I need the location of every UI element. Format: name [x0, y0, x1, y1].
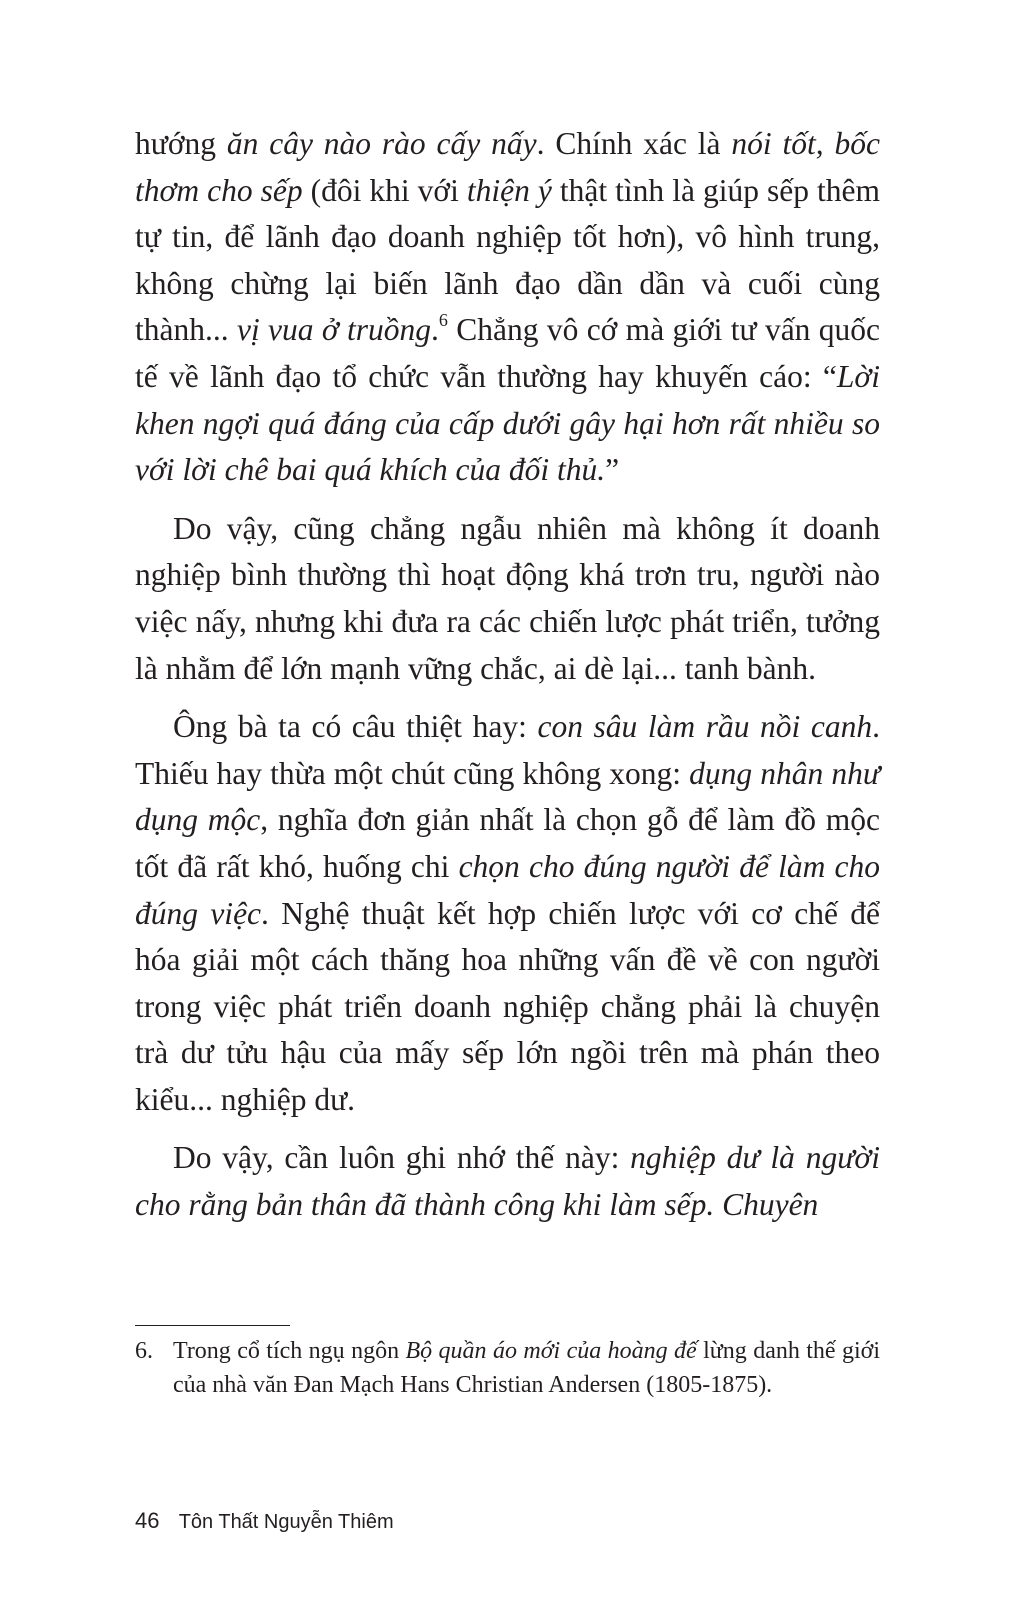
text-run: (đôi khi với	[302, 172, 467, 208]
paragraph	[135, 704, 880, 1123]
text-run: Trong cổ tích ngụ ngôn	[173, 1338, 406, 1364]
paragraph	[135, 506, 880, 692]
italic-text: ăn cây nào rào cấy nấy	[226, 126, 537, 161]
italic-text: Lời khen ngợi quá đáng của cấp dưới gây hại hơn rất nhiều so với lời chê bai quá khích của đối thủ.	[135, 358, 880, 488]
text-run: Do vậy, cần luôn ghi nhớ thế này:	[173, 1140, 631, 1176]
text-run: thật tình là giúp sếp thêm tự tin, để lãnh đạo doanh nghiệp tốt hơn), vô hình trung, không chừng lại biến lãnh đạo dần dần và cuối cùng thành...	[135, 172, 880, 348]
footnote-reference: 6	[438, 310, 448, 331]
italic-text: con sâu làm rầu nồi canh	[537, 709, 873, 745]
italic-text: vị vua ở truồng	[236, 312, 432, 348]
text-run: ”	[605, 452, 620, 488]
text-run: . Thiếu hay thừa một chút cũng không xong:	[135, 709, 880, 791]
italic-text: nghiệp dư là người cho rằng bản thân đã thành công khi làm sếp. Chuyên	[135, 1140, 880, 1223]
footnote-number: 6.	[135, 1338, 153, 1364]
footnote-divider	[135, 1325, 290, 1326]
text-run: hướng	[135, 126, 227, 161]
paragraph	[135, 1135, 880, 1228]
footnote	[135, 1334, 880, 1402]
text-run: .	[431, 312, 439, 348]
running-footer-author: Tôn Thất Nguyễn Thiêm	[178, 1511, 394, 1533]
body-text	[135, 121, 880, 1229]
text-run: Ông bà ta có câu thiệt hay:	[173, 709, 538, 745]
italic-text: dụng nhân như dụng mộc	[135, 755, 881, 838]
footnote-text	[173, 1334, 880, 1402]
italic-text: thiện ý	[466, 172, 552, 208]
italic-text: Bộ quần áo mới của hoàng đế	[405, 1338, 697, 1364]
italic-text: nói tốt, bốc thơm cho sếp	[135, 126, 880, 208]
text-run: . Chính xác là	[536, 126, 732, 161]
paragraph	[135, 121, 880, 494]
text-run: Chẳng vô cớ mà giới tư vấn quốc tế về lãnh đạo tổ chức vẫn thường hay khuyến cáo: “	[135, 312, 881, 394]
text-run: lừng danh thế giới của nhà văn Đan Mạch Hans Christian Andersen (1805-1875).	[173, 1338, 880, 1398]
italic-text: chọn cho đúng người để làm cho đúng việc	[135, 848, 880, 931]
text-run: Do vậy, cũng chẳng ngẫu nhiên mà không ít doanh nghiệp bình thường thì hoạt động khá trơn tru, người nào việc nấy, nhưng khi đưa ra các chiến lược phát triển, tưởng là nhằm để lớn mạnh vững chắc, ai dè lại... tanh bành.	[135, 510, 880, 686]
text-run: , nghĩa đơn giản nhất là chọn gỗ để làm đồ mộc tốt đã rất khó, huống chi	[135, 802, 880, 884]
page-footer	[135, 1508, 394, 1534]
page-number: 46	[135, 1508, 160, 1533]
text-run: . Nghệ thuật kết hợp chiến lược với cơ chế để hóa giải một cách thăng hoa những vấn đề về con người trong việc phát triển doanh nghiệp chẳng phải là chuyện trà dư tửu hậu của mấy sếp lớn ngồi trên mà phán theo kiểu... nghiệp dư.	[135, 895, 880, 1117]
